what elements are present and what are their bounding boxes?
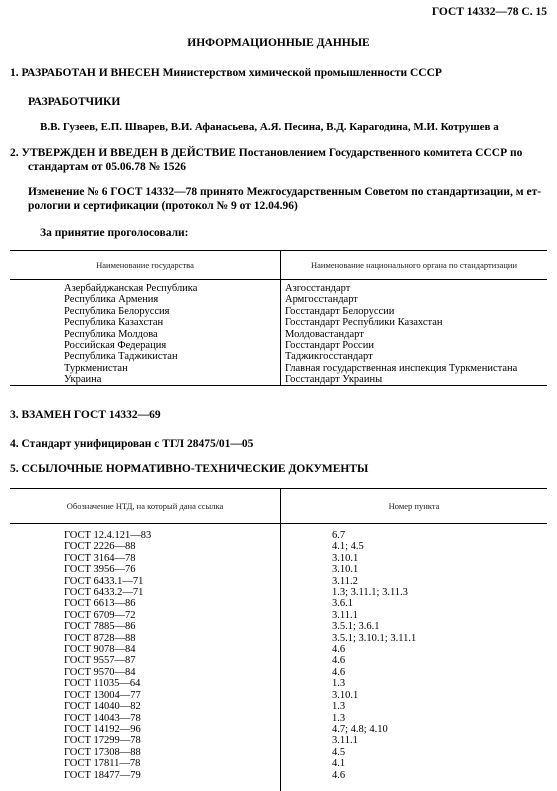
- table-cell-clause: 3.10.1: [332, 564, 359, 576]
- section-5: 5. ССЫЛОЧНЫЕ НОРМАТИВНО-ТЕХНИЧЕСКИЕ ДОКУМЕНТЫ: [10, 463, 369, 475]
- table-cell-body: Госстандарт России: [285, 340, 374, 352]
- table-cell-state: Туркменистан: [64, 362, 128, 374]
- table-cell-clause: 6.7: [332, 530, 346, 541]
- table-cell-body: Госстандарт Украины: [285, 374, 383, 386]
- table-cell-state: Республика Таджикистан: [64, 351, 178, 363]
- table-cell-clause: 4.1; 4.5: [332, 541, 364, 553]
- clause-col-header: Номер пункта: [388, 501, 440, 511]
- page-header: ГОСТ 14332—78 С. 15: [431, 6, 547, 18]
- table-cell-clause: 3.6.1: [332, 598, 353, 610]
- table-cell-clause: 3.10.1: [332, 689, 359, 701]
- section-2-line-2: стандартам от 05.06.78 № 1526: [28, 161, 187, 173]
- developers-heading: РАЗРАБОТЧИКИ: [28, 96, 121, 108]
- table-cell-ntd: ГОСТ 6709—72: [64, 609, 136, 621]
- table-rule: [10, 488, 547, 489]
- section-3: 3. ВЗАМЕН ГОСТ 14332—69: [10, 409, 161, 421]
- table-rule: [10, 523, 547, 524]
- table-cell-clause: 1.3; 3.11.1; 3.11.3: [332, 587, 408, 599]
- table-cell-clause: 3.11.2: [332, 575, 358, 587]
- table-cell-ntd: ГОСТ 6613—86: [64, 598, 136, 610]
- table-cell-clause: 4.7; 4.8; 4.10: [332, 723, 388, 735]
- table-cell-state: Республика Молдова: [64, 328, 158, 340]
- table-cell-clause: 1.3: [332, 712, 346, 724]
- states-col-header: Наименование государства: [96, 260, 194, 270]
- table-cell-clause: 3.5.1; 3.6.1: [332, 621, 380, 633]
- table-cell-ntd: ГОСТ 8728—88: [64, 632, 136, 644]
- table-cell-ntd: ГОСТ 18477—79: [64, 769, 141, 781]
- section-4: 4. Стандарт унифицирован с ТГЛ 28475/01—05: [10, 438, 254, 450]
- table-cell-ntd: ГОСТ 14043—78: [64, 712, 141, 724]
- table-divider: [280, 488, 281, 791]
- table-cell-ntd: ГОСТ 7885—86: [64, 621, 136, 633]
- clause-column: [332, 530, 416, 781]
- table-cell-body: Молдовастандарт: [285, 328, 364, 340]
- table-cell-ntd: ГОСТ 17811—78: [64, 758, 141, 770]
- ntd-column: [64, 530, 151, 781]
- table-cell-state: Республика Армения: [64, 294, 159, 306]
- table-cell-clause: 4.5: [332, 746, 346, 758]
- table-cell-state: Российская Федерация: [64, 340, 167, 352]
- bodies-col-header: Наименование национального органа по стандартизации: [310, 260, 518, 270]
- table-cell-ntd: ГОСТ 9078—84: [64, 644, 136, 656]
- table-cell-clause: 3.5.1; 3.10.1; 3.11.1: [332, 632, 417, 644]
- developers-list: В.В. Гузеев, Е.П. Шварев, В.И. Афанасьева, А.Я. Песина, В.Д. Карагодина, М.И. Котрушев а: [40, 121, 499, 133]
- table-cell-clause: 3.11.1: [332, 609, 358, 621]
- table-cell-ntd: ГОСТ 12.4.121—83: [64, 530, 152, 541]
- amendment-line-1: Изменение № 6 ГОСТ 14332—78 принято Межгосударственным Советом по стандартизации, м ет-: [28, 186, 542, 198]
- table-cell-ntd: ГОСТ 17308—88: [64, 746, 141, 758]
- table-cell-ntd: ГОСТ 2226—88: [64, 541, 136, 553]
- table-cell-clause: 4.6: [332, 666, 346, 678]
- amendment-line-2: рологии и сертификации (протокол № 9 от 12.04.96): [28, 200, 298, 212]
- section-2-line-1: 2. УТВЕРЖДЕН И ВВЕДЕН В ДЕЙСТВИЕ Постановлением Государственного комитета СССР по: [10, 147, 523, 159]
- table-cell-body: Госстандарт Республики Казахстан: [285, 317, 443, 329]
- table-cell-clause: 3.11.1: [332, 735, 358, 747]
- table-cell-body: Главная государственная инспекция Туркменистана: [285, 362, 518, 374]
- table-rule: [10, 279, 547, 280]
- bodies-column: [285, 283, 517, 386]
- table-cell-clause: 4.6: [332, 644, 346, 656]
- table-cell-state: Азербайджанская Республика: [64, 283, 198, 294]
- voted-heading: За принятие проголосовали:: [40, 227, 189, 239]
- table-cell-ntd: ГОСТ 17299—78: [64, 735, 141, 747]
- table-cell-clause: 4.6: [332, 655, 346, 667]
- page-title: ИНФОРМАЦИОННЫЕ ДАННЫЕ: [187, 37, 370, 49]
- table-cell-clause: 4.6: [332, 769, 346, 781]
- table-rule: [10, 250, 547, 251]
- table-cell-state: Республика Белоруссия: [64, 305, 170, 317]
- table-cell-ntd: ГОСТ 13004—77: [64, 689, 141, 701]
- table-cell-ntd: ГОСТ 9570—84: [64, 666, 136, 678]
- table-cell-state: Республика Казахстан: [64, 317, 164, 329]
- states-column: [64, 283, 197, 386]
- table-cell-clause: 1.3: [332, 678, 346, 690]
- table-cell-ntd: ГОСТ 3956—76: [64, 564, 136, 576]
- table-cell-ntd: ГОСТ 11035—64: [64, 678, 141, 690]
- table-cell-ntd: ГОСТ 6433.1—71: [64, 575, 144, 587]
- table-divider: [280, 250, 281, 385]
- table-cell-ntd: ГОСТ 14192—96: [64, 723, 141, 735]
- table-cell-ntd: ГОСТ 3164—78: [64, 552, 136, 564]
- table-cell-body: Армгосстандарт: [285, 294, 358, 306]
- table-cell-clause: 1.3: [332, 701, 346, 713]
- section-1: 1. РАЗРАБОТАН И ВНЕСЕН Министерством химической промышленности СССР: [10, 67, 442, 79]
- table-cell-body: Госстандарт Белоруссии: [285, 305, 395, 317]
- table-cell-body: Азгосстандарт: [285, 283, 351, 294]
- table-cell-ntd: ГОСТ 9557—87: [64, 655, 136, 667]
- ntd-col-header: Обозначение НТД, на который дана ссылка: [66, 501, 224, 511]
- table-cell-body: Таджикгосстандарт: [285, 351, 373, 363]
- table-cell-clause: 4.1: [332, 758, 346, 770]
- table-cell-ntd: ГОСТ 6433.2—71: [64, 587, 144, 599]
- table-cell-clause: 3.10.1: [332, 552, 359, 564]
- table-cell-ntd: ГОСТ 14040—82: [64, 701, 141, 713]
- table-cell-state: Украина: [64, 374, 102, 386]
